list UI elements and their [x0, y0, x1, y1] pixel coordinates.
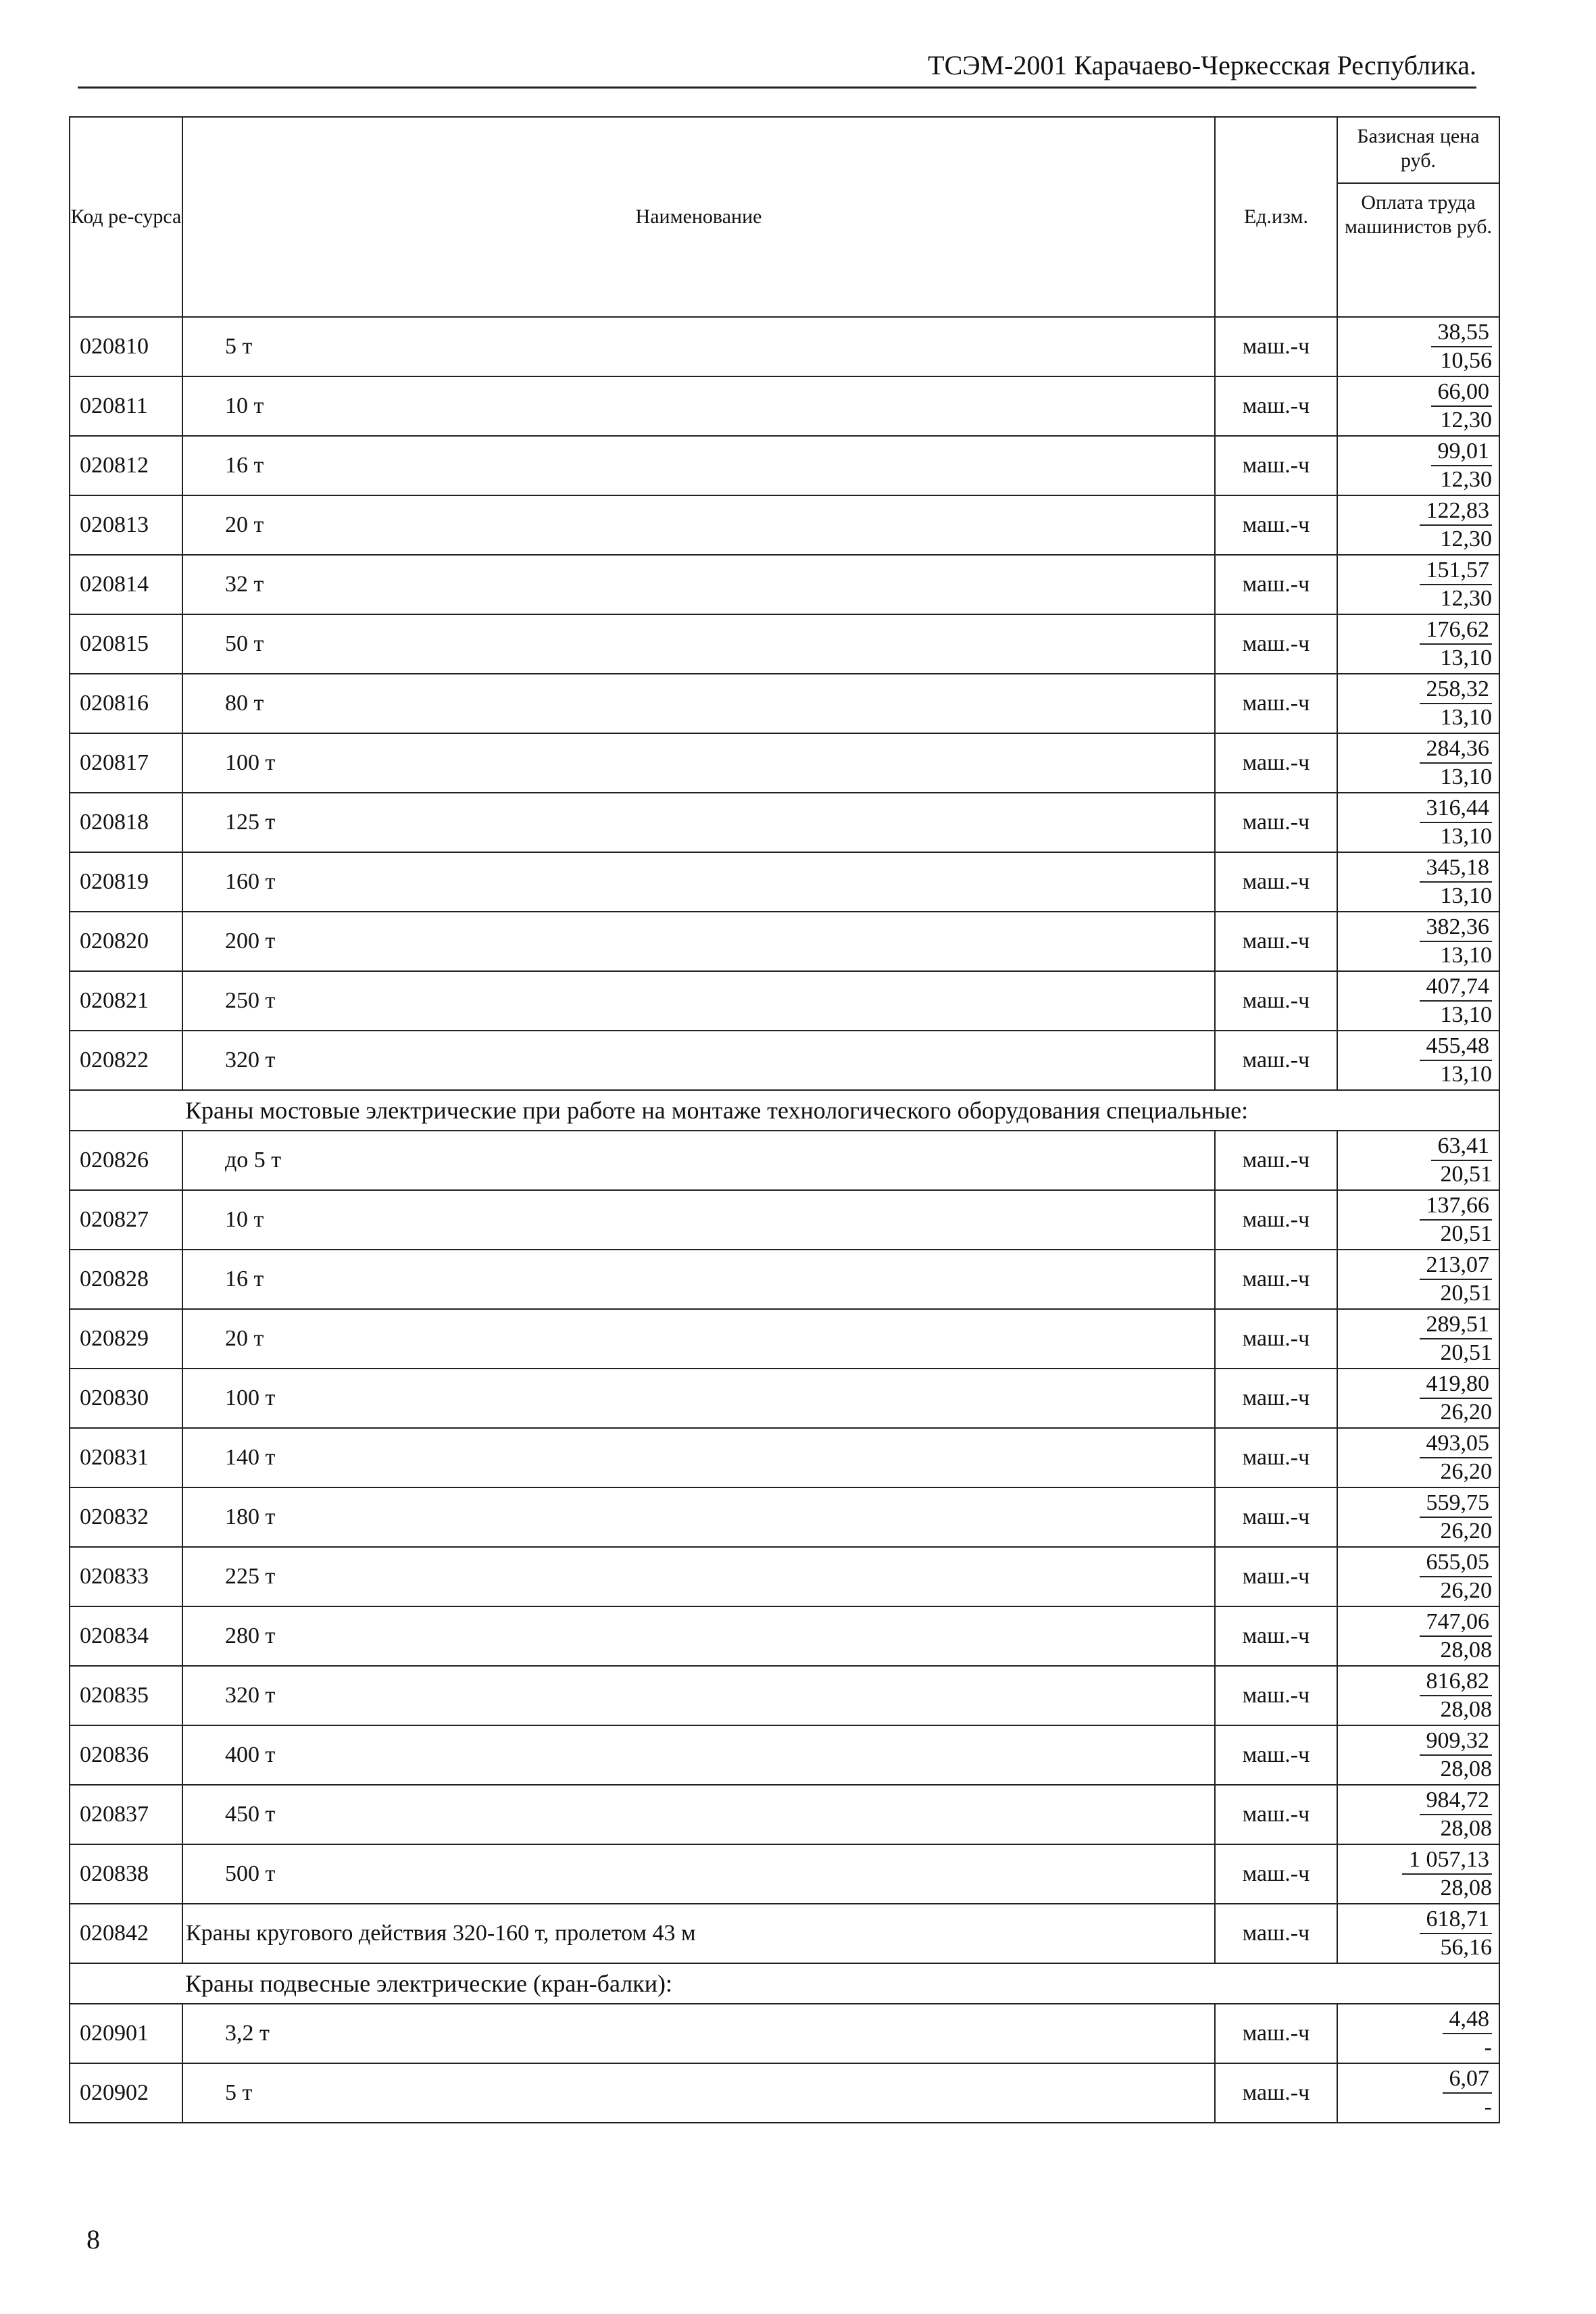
- base-price: 122,83: [1420, 497, 1493, 526]
- price-cell: [1337, 317, 1499, 376]
- base-price: 382,36: [1420, 914, 1493, 942]
- price-cell: [1337, 1785, 1499, 1844]
- unit-of-measure: маш.-ч: [1215, 1250, 1337, 1309]
- section-heading-text: Краны мостовые электрические при работе на монтаже технологического оборудования специальные:: [185, 1097, 1249, 1124]
- resource-code: 020818: [70, 793, 182, 852]
- price-cell: [1337, 1031, 1499, 1090]
- table-row: [70, 1031, 1499, 1090]
- table-row: [70, 2063, 1499, 2123]
- unit-of-measure: маш.-ч: [1215, 1190, 1337, 1250]
- header-unit-label: Ед.изм.: [1243, 205, 1309, 228]
- operator-wage: 56,16: [1440, 1935, 1492, 1960]
- unit-of-measure: маш.-ч: [1215, 555, 1337, 614]
- resource-name: 125 т: [182, 793, 1215, 852]
- unit-of-measure: маш.-ч: [1215, 793, 1337, 852]
- price-cell: [1337, 1606, 1499, 1666]
- operator-wage: 28,08: [1440, 1638, 1492, 1663]
- resource-name: 10 т: [182, 1190, 1215, 1250]
- resource-code: 020811: [70, 376, 182, 436]
- price-cell: [1337, 2063, 1499, 2123]
- table-row: [70, 793, 1499, 852]
- page-number: 8: [86, 2224, 100, 2255]
- table-row: [70, 1606, 1499, 1666]
- resource-name: 160 т: [182, 852, 1215, 912]
- table-row: [70, 1904, 1499, 1963]
- resource-code: 020820: [70, 912, 182, 971]
- table-header-row: [70, 117, 1499, 317]
- header-unit: [1215, 117, 1337, 317]
- price-cell: [1337, 1844, 1499, 1904]
- resource-name: 3,2 т: [182, 2004, 1215, 2063]
- resource-code: 020813: [70, 495, 182, 555]
- base-price: 816,82: [1420, 1668, 1493, 1696]
- resource-code: 020832: [70, 1487, 182, 1547]
- price-cell: [1337, 1666, 1499, 1725]
- unit-of-measure: маш.-ч: [1215, 1369, 1337, 1428]
- table-row: [70, 912, 1499, 971]
- resource-name: 10 т: [182, 376, 1215, 436]
- table-row: [70, 1666, 1499, 1725]
- base-price: 455,48: [1420, 1033, 1493, 1061]
- resource-code: 020817: [70, 733, 182, 793]
- price-cell: [1337, 1487, 1499, 1547]
- operator-wage: 12,30: [1440, 467, 1492, 492]
- resource-code: 020819: [70, 852, 182, 912]
- table-row: [70, 1250, 1499, 1309]
- resource-code: 020838: [70, 1844, 182, 1904]
- table-row: [70, 376, 1499, 436]
- operator-wage: -: [1484, 2035, 1492, 2060]
- operator-wage: 12,30: [1440, 408, 1492, 433]
- resource-code: 020830: [70, 1369, 182, 1428]
- table-row: [70, 1785, 1499, 1844]
- resource-name: 5 т: [182, 317, 1215, 376]
- operator-wage: 13,10: [1440, 764, 1492, 789]
- section-heading: [70, 1090, 1499, 1131]
- base-price: 6,07: [1443, 2065, 1493, 2094]
- unit-of-measure: маш.-ч: [1215, 1725, 1337, 1785]
- table-row: [70, 674, 1499, 733]
- base-price: 559,75: [1420, 1490, 1493, 1518]
- price-cell: [1337, 1131, 1499, 1190]
- operator-wage: 26,20: [1440, 1400, 1492, 1425]
- unit-of-measure: маш.-ч: [1215, 1547, 1337, 1606]
- resource-name: Краны кругового действия 320-160 т, пролетом 43 м: [182, 1904, 1215, 1963]
- price-cell: [1337, 852, 1499, 912]
- header-name: [182, 117, 1215, 317]
- table-row: [70, 1725, 1499, 1785]
- unit-of-measure: маш.-ч: [1215, 1844, 1337, 1904]
- resource-name: 225 т: [182, 1547, 1215, 1606]
- table-row: [70, 1428, 1499, 1487]
- operator-wage: 12,30: [1440, 586, 1492, 611]
- operator-wage: 12,30: [1440, 526, 1492, 551]
- base-price: 137,66: [1420, 1192, 1493, 1221]
- price-cell: [1337, 1547, 1499, 1606]
- operator-wage: 13,10: [1440, 1002, 1492, 1027]
- operator-wage: -: [1484, 2094, 1492, 2119]
- header-name-label: Наименование: [635, 205, 762, 228]
- unit-of-measure: маш.-ч: [1215, 1785, 1337, 1844]
- resource-name: 320 т: [182, 1666, 1215, 1725]
- resource-code: 020837: [70, 1785, 182, 1844]
- table-row: [70, 436, 1499, 495]
- section-heading-row: [70, 1090, 1499, 1131]
- unit-of-measure: маш.-ч: [1215, 2063, 1337, 2123]
- table-row: [70, 971, 1499, 1031]
- base-price: 655,05: [1420, 1549, 1493, 1577]
- resource-code: 020831: [70, 1428, 182, 1487]
- table-row: [70, 1309, 1499, 1369]
- price-cell: [1337, 733, 1499, 793]
- resource-code: 020836: [70, 1725, 182, 1785]
- resource-code: 020816: [70, 674, 182, 733]
- section-heading-text: Краны подвесные электрические (кран-балки):: [185, 1970, 672, 1997]
- unit-of-measure: маш.-ч: [1215, 2004, 1337, 2063]
- table-row: [70, 1369, 1499, 1428]
- operator-wage: 20,51: [1440, 1162, 1492, 1187]
- operator-wage: 20,51: [1440, 1281, 1492, 1306]
- base-price: 747,06: [1420, 1608, 1493, 1637]
- base-price: 66,00: [1431, 378, 1493, 407]
- price-cell: [1337, 376, 1499, 436]
- operator-wage: 20,51: [1440, 1221, 1492, 1246]
- unit-of-measure: маш.-ч: [1215, 733, 1337, 793]
- base-price: 345,18: [1420, 854, 1493, 883]
- table-row: [70, 614, 1499, 674]
- table-row: [70, 1844, 1499, 1904]
- operator-wage: 20,51: [1440, 1340, 1492, 1365]
- operator-wage: 26,20: [1440, 1578, 1492, 1603]
- resource-name: 100 т: [182, 733, 1215, 793]
- resource-name: 20 т: [182, 1309, 1215, 1369]
- resource-code: 020901: [70, 2004, 182, 2063]
- base-price: 176,62: [1420, 616, 1493, 645]
- resource-name: 50 т: [182, 614, 1215, 674]
- resource-name: 140 т: [182, 1428, 1215, 1487]
- resource-name: 20 т: [182, 495, 1215, 555]
- table-row: [70, 1190, 1499, 1250]
- price-cell: [1337, 912, 1499, 971]
- price-cell: [1337, 1190, 1499, 1250]
- unit-of-measure: маш.-ч: [1215, 436, 1337, 495]
- table-row: [70, 1487, 1499, 1547]
- base-price: 38,55: [1431, 319, 1493, 347]
- operator-wage: 13,10: [1440, 705, 1492, 730]
- resource-name: 500 т: [182, 1844, 1215, 1904]
- unit-of-measure: маш.-ч: [1215, 852, 1337, 912]
- base-price: 909,32: [1420, 1727, 1493, 1756]
- page-header: [78, 49, 1476, 89]
- unit-of-measure: маш.-ч: [1215, 1031, 1337, 1090]
- unit-of-measure: маш.-ч: [1215, 1666, 1337, 1725]
- resource-name: 400 т: [182, 1725, 1215, 1785]
- resource-name: 5 т: [182, 2063, 1215, 2123]
- operator-wage: 13,10: [1440, 943, 1492, 968]
- unit-of-measure: маш.-ч: [1215, 1309, 1337, 1369]
- resource-code: 020834: [70, 1606, 182, 1666]
- operator-wage: 28,08: [1440, 1697, 1492, 1722]
- unit-of-measure: маш.-ч: [1215, 1606, 1337, 1666]
- unit-of-measure: маш.-ч: [1215, 1904, 1337, 1963]
- operator-wage: 10,56: [1440, 348, 1492, 373]
- operator-wage: 13,10: [1440, 645, 1492, 670]
- base-price: 284,36: [1420, 735, 1493, 764]
- table-row: [70, 852, 1499, 912]
- price-cell: [1337, 1369, 1499, 1428]
- resource-code: 020826: [70, 1131, 182, 1190]
- unit-of-measure: маш.-ч: [1215, 1131, 1337, 1190]
- header-operator-wage: Оплата труда машинистов руб.: [1344, 191, 1493, 238]
- price-cell: [1337, 1309, 1499, 1369]
- base-price: 618,71: [1420, 1906, 1493, 1934]
- operator-wage: 13,10: [1440, 1062, 1492, 1087]
- table-row: [70, 317, 1499, 376]
- base-price: 258,32: [1420, 676, 1493, 704]
- price-cell: [1337, 1904, 1499, 1963]
- section-heading: [70, 1963, 1499, 2004]
- operator-wage: 13,10: [1440, 824, 1492, 849]
- price-cell: [1337, 1428, 1499, 1487]
- base-price: 493,05: [1420, 1430, 1493, 1458]
- price-cell: [1337, 793, 1499, 852]
- base-price: 289,51: [1420, 1311, 1493, 1339]
- operator-wage: 26,20: [1440, 1459, 1492, 1484]
- document-title: ТСЭМ-2001 Карачаево-Черкесская Республика.: [928, 50, 1476, 80]
- resource-name: 200 т: [182, 912, 1215, 971]
- resource-code: 020815: [70, 614, 182, 674]
- resource-code: 020812: [70, 436, 182, 495]
- unit-of-measure: маш.-ч: [1215, 1487, 1337, 1547]
- resource-code: 020829: [70, 1309, 182, 1369]
- table-row: [70, 2004, 1499, 2063]
- unit-of-measure: маш.-ч: [1215, 614, 1337, 674]
- price-cell: [1337, 614, 1499, 674]
- table-row: [70, 733, 1499, 793]
- base-price: 316,44: [1420, 795, 1493, 823]
- resource-name: 180 т: [182, 1487, 1215, 1547]
- resource-code: 020822: [70, 1031, 182, 1090]
- base-price: 407,74: [1420, 973, 1493, 1002]
- base-price: 63,41: [1431, 1133, 1493, 1161]
- price-cell: [1337, 436, 1499, 495]
- resource-name: 16 т: [182, 1250, 1215, 1309]
- resource-code: 020842: [70, 1904, 182, 1963]
- resource-name: 32 т: [182, 555, 1215, 614]
- base-price: 1 057,13: [1402, 1846, 1492, 1875]
- base-price: 419,80: [1420, 1371, 1493, 1399]
- table-row: [70, 1547, 1499, 1606]
- table-row: [70, 495, 1499, 555]
- resource-name: 100 т: [182, 1369, 1215, 1428]
- unit-of-measure: маш.-ч: [1215, 495, 1337, 555]
- resource-code: 020828: [70, 1250, 182, 1309]
- base-price: 4,48: [1443, 2006, 1493, 2034]
- price-cell: [1337, 1725, 1499, 1785]
- base-price: 151,57: [1420, 557, 1493, 585]
- base-price: 213,07: [1420, 1252, 1493, 1280]
- unit-of-measure: маш.-ч: [1215, 971, 1337, 1031]
- resource-code: 020814: [70, 555, 182, 614]
- resource-code: 020827: [70, 1190, 182, 1250]
- resource-name: 16 т: [182, 436, 1215, 495]
- unit-of-measure: маш.-ч: [1215, 912, 1337, 971]
- resource-name: 250 т: [182, 971, 1215, 1031]
- resource-name: 320 т: [182, 1031, 1215, 1090]
- operator-wage: 13,10: [1440, 883, 1492, 908]
- price-cell: [1337, 2004, 1499, 2063]
- resource-price-table: [69, 116, 1500, 2123]
- price-cell: [1337, 555, 1499, 614]
- base-price: 984,72: [1420, 1787, 1493, 1815]
- resource-code: 020821: [70, 971, 182, 1031]
- price-cell: [1337, 1250, 1499, 1309]
- resource-code: 020835: [70, 1666, 182, 1725]
- price-cell: [1337, 971, 1499, 1031]
- unit-of-measure: маш.-ч: [1215, 674, 1337, 733]
- resource-name: 280 т: [182, 1606, 1215, 1666]
- header-price: [1337, 117, 1499, 317]
- header-code-label: Код ре-сурса: [70, 205, 182, 228]
- price-cell: [1337, 674, 1499, 733]
- resource-name: 80 т: [182, 674, 1215, 733]
- header-code: [70, 117, 182, 317]
- table-row: [70, 555, 1499, 614]
- price-cell: [1337, 495, 1499, 555]
- table-row: [70, 1131, 1499, 1190]
- section-heading-row: [70, 1963, 1499, 2004]
- operator-wage: 26,20: [1440, 1519, 1492, 1544]
- unit-of-measure: маш.-ч: [1215, 376, 1337, 436]
- resource-name: до 5 т: [182, 1131, 1215, 1190]
- base-price: 99,01: [1431, 438, 1493, 466]
- header-base-price: Базисная цена руб.: [1338, 118, 1499, 184]
- unit-of-measure: маш.-ч: [1215, 1428, 1337, 1487]
- resource-code: 020902: [70, 2063, 182, 2123]
- resource-name: 450 т: [182, 1785, 1215, 1844]
- unit-of-measure: маш.-ч: [1215, 317, 1337, 376]
- operator-wage: 28,08: [1440, 1756, 1492, 1781]
- operator-wage: 28,08: [1440, 1816, 1492, 1841]
- resource-code: 020833: [70, 1547, 182, 1606]
- resource-code: 020810: [70, 317, 182, 376]
- operator-wage: 28,08: [1440, 1875, 1492, 1900]
